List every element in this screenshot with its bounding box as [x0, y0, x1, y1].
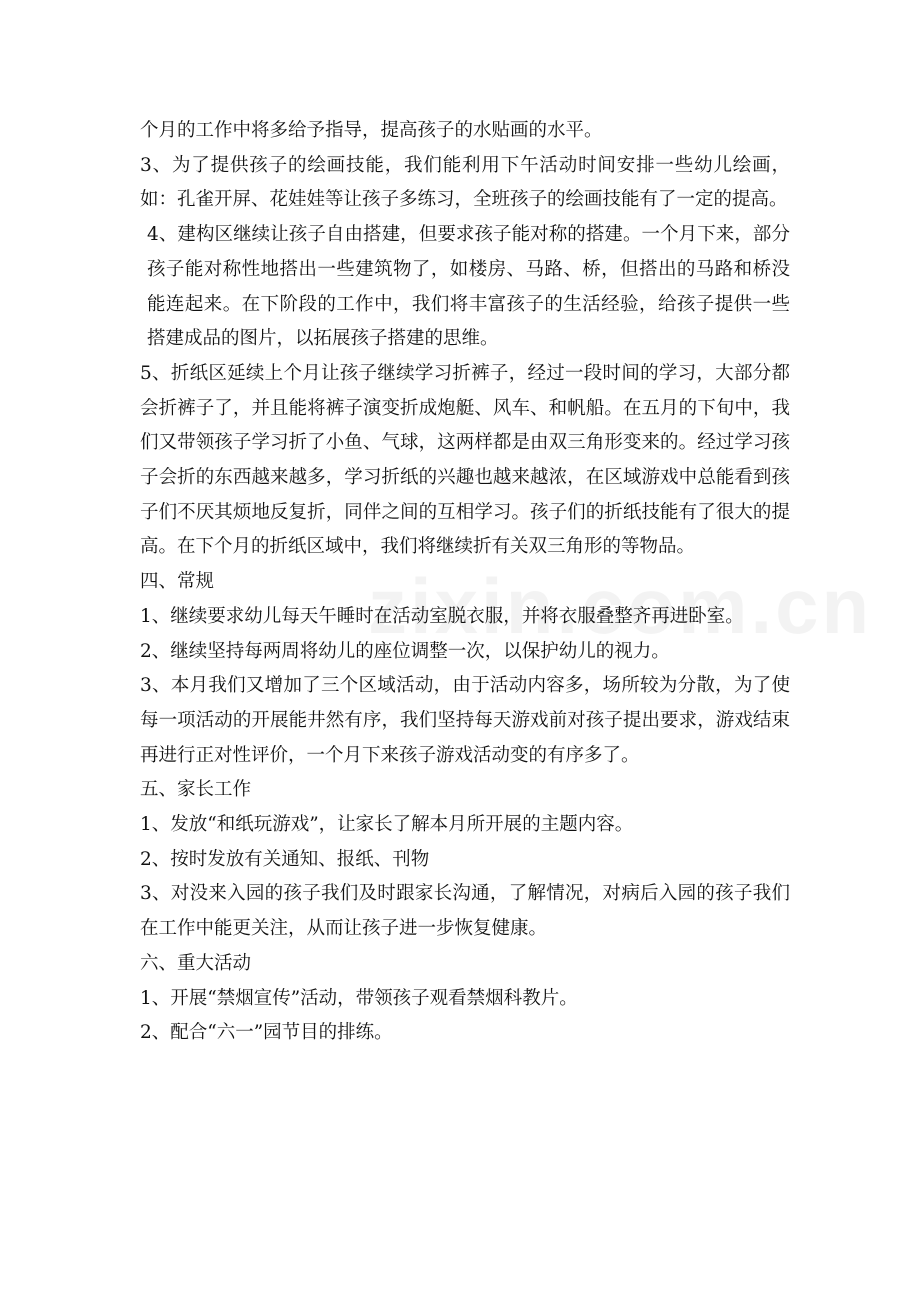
document-body	[140, 114, 790, 1051]
paragraph-item-3-painting: 3、为了提供孩子的绘画技能，我们能利用下午活动时间安排一些幼儿绘画，如：孔雀开屏、花娃娃等让孩子多练习，全班孩子的绘画技能有了一定的提高。	[140, 154, 790, 211]
paragraph-parent-2: 2、按时发放有关通知、报纸、刊物	[140, 848, 430, 870]
paragraph-item-4-construction: 4、建构区继续让孩子自由搭建，但要求孩子能对称的搭建。一个月下来，部分孩子能对称性地搭出一些建筑物了，如楼房、马路、桥，但搭出的马路和桥没能连起来。在下阶段的工作中，我们将丰富孩子的生活经验，给孩子提供一些搭建成品的图片，以拓展孩子搭建的思维。	[147, 224, 790, 350]
paragraph-event-2: 2、配合“六一”园节目的排练。	[140, 1022, 393, 1044]
section-heading-parent-work: 五、家长工作	[140, 779, 252, 801]
paragraph-routine-3: 3、本月我们又增加了三个区域活动，由于活动内容多，场所较为分散，为了使每一项活动的开展能井然有序，我们坚持每天游戏前对孩子提出要求，游戏结束再进行正对性评价，一个月下来孩子游戏活动变的有序多了。	[140, 675, 790, 766]
paragraph-parent-1: 1、发放“和纸玩游戏”，让家长了解本月所开展的主题内容。	[140, 814, 634, 836]
section-heading-routine: 四、常规	[140, 571, 215, 593]
section-heading-major-events: 六、重大活动	[140, 952, 252, 974]
paragraph-event-1: 1、开展“禁烟宣传”活动，带领孩子观看禁烟科教片。	[140, 987, 578, 1009]
paragraph-parent-3: 3、对没来入园的孩子我们及时跟家长沟通，了解情况，对病后入园的孩子我们在工作中能更关注，从而让孩子进一步恢复健康。	[140, 883, 790, 940]
paragraph-item-5-origami: 5、折纸区延续上个月让孩子继续学习折裤子，经过一段时间的学习，大部分都会折裤子了，并且能将裤子演变折成炮艇、风车、和帆船。在五月的下旬中，我们又带领孩子学习折了小鱼、气球，这两样都是由双三角形变来的。经过学习孩子会折的东西越来越多，学习折纸的兴趣也越来越浓，在区域游戏中总能看到孩子们不厌其烦地反复折，同伴之间的互相学习。孩子们的折纸技能有了很大的提高。在下个月的折纸区域中，我们将继续折有关双三角形的等物品。	[140, 362, 790, 558]
paragraph-continuation: 个月的工作中将多给予指导，提高孩子的水贴画的水平。	[140, 120, 603, 141]
paragraph-routine-1: 1、继续要求幼儿每天午睡时在活动室脱衣服，并将衣服叠整齐再进卧室。	[140, 605, 744, 627]
paragraph-routine-2: 2、继续坚持每两周将幼儿的座位调整一次，以保护幼儿的视力。	[140, 640, 670, 662]
